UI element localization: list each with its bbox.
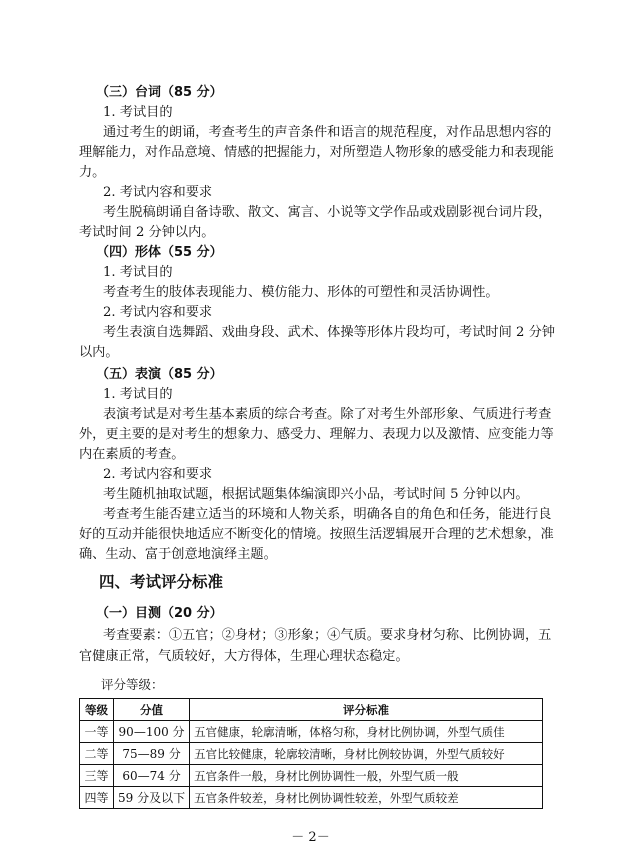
line-heading-5: （五）表演（85 分） [96, 367, 223, 382]
line-sub-content-5: 2. 考试内容和要求 [103, 467, 213, 482]
line-heading-1: （一）目测（20 分） [96, 606, 223, 621]
page-number: － 2－ [291, 830, 330, 845]
table-row [80, 721, 543, 743]
line-sub-purpose-3: 1. 考试目的 [103, 105, 173, 120]
cell-grade: 三等 [80, 765, 114, 787]
table-row [80, 787, 543, 809]
line-sub-purpose-5: 1. 考试目的 [103, 387, 173, 402]
line-body: 好的互动并能很快地适应不断变化的情境。按照生活逻辑展开合理的艺术想象，准 [79, 527, 554, 542]
line-body: 官健康正常，气质较好，大方得体，生理心理状态稳定。 [79, 649, 409, 664]
line-body: 表演考试是对考生基本素质的综合考查。除了对考生外部形象、气质进行考查 [103, 407, 552, 422]
line-body: 确、生动、富于创意地演绎主题。 [79, 547, 277, 562]
table-row [80, 743, 543, 765]
table-row [80, 765, 543, 787]
grading-table [79, 698, 543, 809]
cell-score: 90—100 分 [114, 721, 190, 743]
line-body: 考生表演自选舞蹈、戏曲身段、武术、体操等形体片段均可，考试时间 2 分钟 [103, 325, 555, 340]
cell-grade: 二等 [80, 743, 114, 765]
line-body: 内在素质的考查。 [79, 447, 185, 462]
cell-criteria: 五官条件一般，身材比例协调性一般，外型气质一般 [190, 765, 543, 787]
line-body: 外，更主要的是对考生的想象力、感受力、理解力、表现力以及激情、应变能力等 [79, 427, 554, 442]
column-header-grade: 等级 [80, 699, 114, 721]
line-body: 考查考生能否建立适当的环境和人物关系，明确各自的角色和任务，能进行良 [103, 507, 552, 522]
cell-grade: 一等 [80, 721, 114, 743]
line-sub-purpose-4: 1. 考试目的 [103, 265, 173, 280]
line-body: 考查考生的肢体表现能力、模仿能力、形体的可塑性和灵活协调性。 [103, 285, 499, 300]
cell-grade: 四等 [80, 787, 114, 809]
line-body: 通过考生的朗诵，考查考生的声音条件和语言的规范程度，对作品思想内容的 [103, 125, 552, 140]
line-heading-3: （三）台词（85 分） [96, 85, 223, 100]
line-body: 力。 [79, 165, 106, 180]
cell-criteria: 五官健康，轮廓清晰，体格匀称，身材比例协调，外型气质佳 [190, 721, 543, 743]
section-title: 四、考试评分标准 [99, 573, 224, 591]
column-header-score: 分值 [114, 699, 190, 721]
line-body: 考查要素：①五官；②身材；③形象；④气质。要求身材匀称、比例协调，五 [103, 628, 552, 643]
line-body: 考生随机抽取试题，根据试题集体编演即兴小品，考试时间 5 分钟以内。 [103, 487, 529, 502]
cell-score: 59 分及以下 [114, 787, 190, 809]
line-body: 理解能力，对作品意境、情感的把握能力，对所塑造人物形象的感受能力和表现能 [79, 145, 554, 160]
line-body: 以内。 [79, 345, 119, 360]
line-body: 考试时间 2 分钟以内。 [79, 225, 215, 240]
cell-score: 60—74 分 [114, 765, 190, 787]
table-header-row [80, 699, 543, 721]
line-heading-4: （四）形体（55 分） [96, 245, 223, 260]
line-sub-content-3: 2. 考试内容和要求 [103, 185, 213, 200]
cell-criteria: 五官比较健康，轮廓较清晰，身材比例较协调，外型气质较好 [190, 743, 543, 765]
cell-score: 75—89 分 [114, 743, 190, 765]
line-body: 考生脱稿朗诵自备诗歌、散文、寓言、小说等文学作品或戏剧影视台词片段， [103, 205, 552, 220]
table-caption: 评分等级： [101, 677, 164, 692]
column-header-criteria: 评分标准 [190, 699, 543, 721]
cell-criteria: 五官条件较差，身材比例协调性较差，外型气质较差 [190, 787, 543, 809]
line-sub-content-4: 2. 考试内容和要求 [103, 305, 213, 320]
